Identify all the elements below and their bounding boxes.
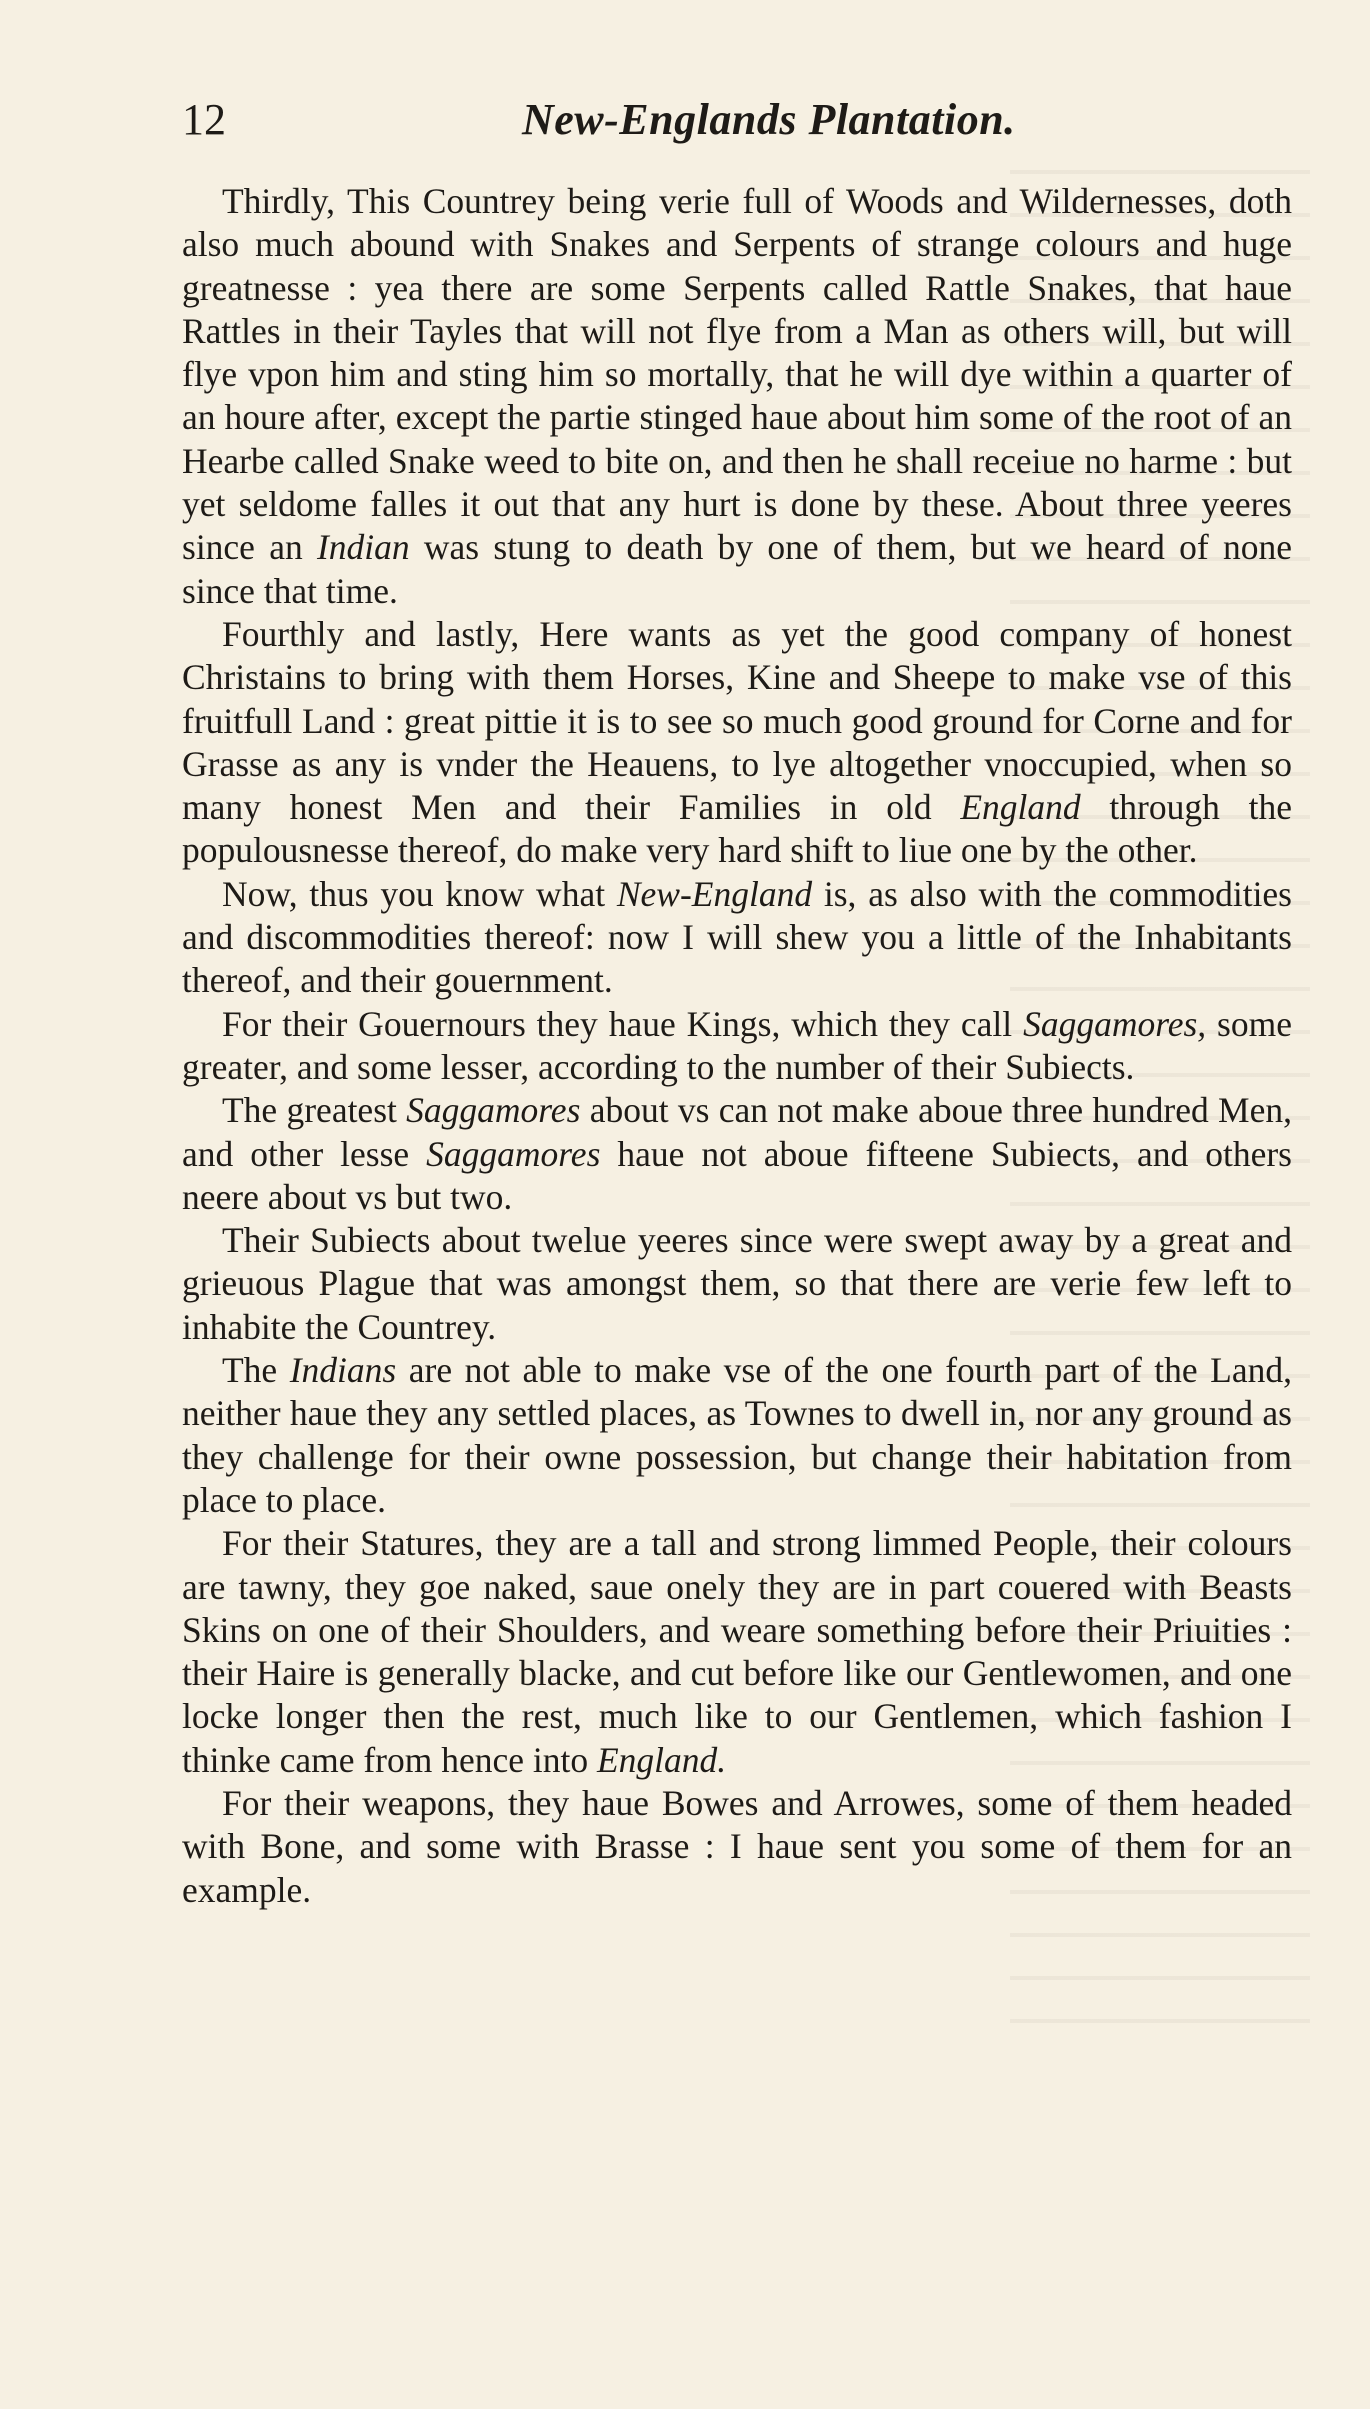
page-number: 12 [182,95,226,144]
text-run: Their Subiects about twelue yeeres since were swept away by a great and grieuous Plague that was amongst them, so that there are verie few left to inhabite the Countrey. [182,1220,1292,1347]
paragraph-plague [182,1219,1292,1349]
paragraph-gouernours [182,1003,1292,1090]
text-run: For their Gouernours they haue Kings, which they call [222,1003,1024,1044]
paragraph-wants [182,613,1292,873]
text-run: is, as also with the commodities and discommodities thereof: now I will shew you a little of the Inhabitants thereof, and their gouernment. [182,873,1293,1001]
italic-text: Saggamores [406,1090,581,1131]
text-run: The [222,1350,290,1391]
italic-text: Saggamores, [1023,1003,1207,1044]
text-run: For their Statures, they are a tall and strong limmed People, their colours are tawny, they goe naked, saue onely they are in part couered with Beasts Skins on one of their Shoulders, and weare something before their Priuities : their Haire is generally blacke, and cut before like our Gentlewomen, and one locke longer then the rest, much like to our Gentlemen, which fashion I thinke came from hence into [182,1523,1292,1780]
paragraph-snakes [182,180,1292,613]
text-run: Fourthly and lastly, Here wants as yet the good company of honest Christains to bring with them Horses, Kine and Sheepe to make vse of this fruitfull Land : great pittie it is to see so much good ground for Corne and for Grasse as any is vnder the Heauens, to lye altogether vnoccupied, when so many honest Men and their Families in old [182,613,1292,828]
text-run: some greater, and some lesser, according to the number of their Subiects. [182,1003,1292,1087]
paragraph-statures [182,1522,1292,1782]
text-run: Now, thus you know what [222,873,617,914]
italic-text: Indian [316,527,410,568]
paragraph-new-england [182,873,1292,1003]
text-run: The greatest [222,1090,407,1131]
page-header [182,92,1292,148]
text-run: For their weapons, they haue Bowes and Arrowes, some of them headed with Bone, and some with Brasse : I haue sent you some of them for an example. [182,1782,1292,1910]
body-text [182,180,1292,1912]
text-run: about vs can not make aboue three hundred Men, and other lesse [182,1090,1292,1174]
text-run: haue not aboue fifteene Subiects, and others neere about vs but two. [182,1133,1292,1217]
text-run: through the populousnesse thereof, do make very hard shift to liue one by the other. [182,787,1292,871]
italic-text: Saggamores [426,1133,601,1174]
italic-text: Indians [289,1350,397,1391]
text-run: was stung to death by one of them, but we heard of none since that time. [182,527,1292,611]
italic-text: England. [597,1739,727,1780]
paragraph-saggamores [182,1089,1292,1219]
running-title: New-Englands Plantation. [522,95,1016,144]
text-run: are not able to make vse of the one fourth part of the Land, neither haue they any settled places, as Townes to dwell in, nor any ground as they challenge for their owne possession, but change their habitation from place to place. [182,1350,1292,1520]
paragraph-weapons [182,1782,1292,1912]
paragraph-land-use [182,1349,1292,1522]
italic-text: England [960,787,1081,828]
italic-text: New-England [616,873,813,914]
text-run: Thirdly, This Countrey being verie full of Woods and Wildernesses, doth also much abound with Snakes and Serpents of strange colours and huge greatnesse : yea there are some Serpents called Rattle Snakes, that haue Rattles in their Tayles that will not flye from a Man as others will, but will flye vpon him and sting him so mortally, that he will dye within a quarter of an houre after, except the partie stinged haue about him some of the root of an Hearbe called Snake weed to bite on, and then he shall receiue no harme : but yet seldome falles it out that any hurt is done by these. About three yeeres since an [182,181,1292,568]
